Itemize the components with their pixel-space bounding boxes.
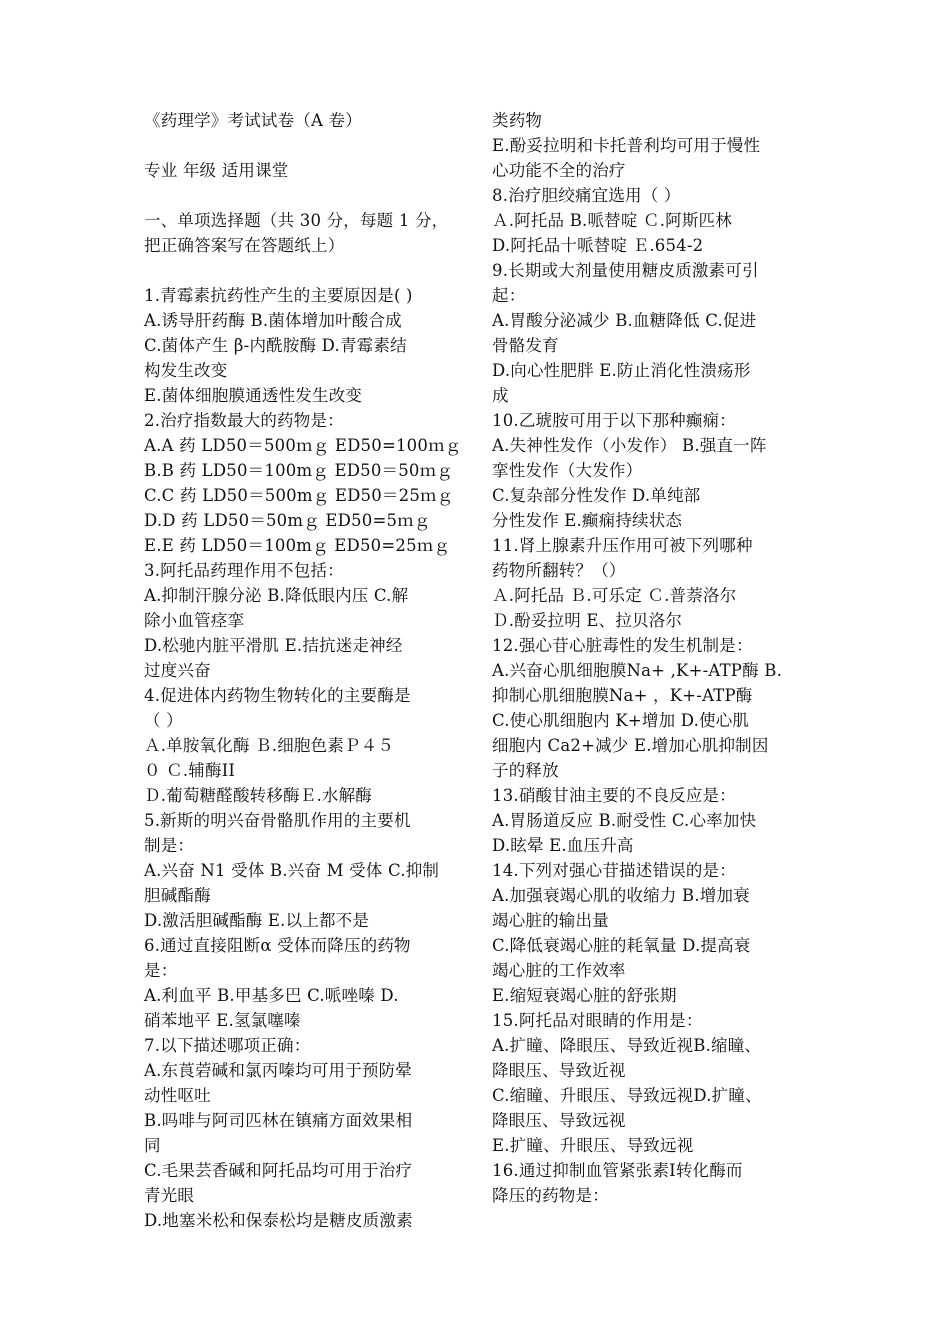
right-column-line: 降眼压、导致远视 (492, 1111, 626, 1130)
left-column (144, 108, 470, 1233)
right-column-line: 类药物 (492, 111, 543, 130)
right-column-line: Ａ.阿托品 B.哌替啶 Ｃ.阿斯匹林 (492, 211, 732, 230)
left-column-line: C.菌体产生 β-内酰胺酶 D.青霉素结 (144, 336, 407, 355)
left-column-line: D.D 药 LD50＝50mｇ ED50=5ｍｇ (144, 511, 431, 530)
right-column-line: 骨骼发育 (492, 336, 559, 355)
right-column-line: 心功能不全的治疗 (492, 161, 626, 180)
right-column-line: A.加强衰竭心肌的收缩力 B.增加衰 (492, 886, 750, 905)
right-column-line: 15.阿托品对眼睛的作用是： (492, 1011, 703, 1030)
left-column-line: C.C 药 LD50＝500mｇ ED50＝25ｍｇ (144, 486, 454, 505)
blank-line (144, 133, 470, 158)
right-column-line: A.胃肠道反应 B.耐受性 C.心率加快 (492, 811, 757, 830)
left-column-line: 把正确答案写在答题纸上） (144, 236, 345, 255)
left-column-line: A.A 药 LD50＝500ｍｇ ED50=100ｍｇ (144, 436, 462, 455)
right-column-line: Ｄ.酚妥拉明 E、拉贝洛尔 (492, 611, 683, 630)
right-column-line: 子的释放 (492, 761, 559, 780)
blank-line (144, 183, 470, 208)
blank-line (144, 258, 470, 283)
right-column-line: 分性发作 E.癫痫持续状态 (492, 511, 683, 530)
left-column-line: A.抑制汗腺分泌 B.降低眼内压 C.解 (144, 586, 409, 605)
right-column-line: 起： (492, 286, 526, 305)
left-column-line: E.E 药 LD50＝100mｇ ED50=25ｍｇ (144, 536, 451, 555)
left-column-line: 除小血管痉挛 (144, 611, 245, 630)
left-column-line: （ ） (144, 711, 183, 730)
right-column-line: 降压的药物是： (492, 1186, 609, 1205)
left-column-line: B.吗啡与阿司匹林在镇痛方面效果相 (144, 1111, 413, 1130)
left-column-line: A.东莨菪碱和氯丙嗪均可用于预防晕 (144, 1061, 413, 1080)
left-column-line: D.激活胆碱酯酶 E.以上都不是 (144, 911, 370, 930)
left-column-line: ０ Ｃ.辅酶II (144, 761, 236, 780)
right-column-line: 9.长期或大剂量使用糖皮质激素可引 (492, 261, 759, 280)
right-column-line: 11.肾上腺素升压作用可被下列哪种 (492, 536, 753, 555)
left-column-line: 4.促进体内药物生物转化的主要酶是 (144, 686, 411, 705)
left-column-line: 是： (144, 961, 178, 980)
left-column-line: E.菌体细胞膜通透性发生改变 (144, 386, 363, 405)
right-column-line: 16.通过抑制血管紧张素Ⅰ转化酶而 (492, 1161, 743, 1180)
right-column-line: 竭心脏的输出量 (492, 911, 609, 930)
right-column-line: 抑制心肌细胞膜Na+ ，K+-ATP酶 (492, 686, 753, 705)
left-column-line: D.地塞米松和保泰松均是糖皮质激素 (144, 1211, 413, 1230)
left-column-line: 7.以下描述哪项正确： (144, 1036, 311, 1055)
right-column-line: C.缩瞳、升眼压、导致远视D.扩瞳、 (492, 1086, 762, 1105)
right-column-line: 10.乙琥胺可用于以下那种癫痫： (492, 411, 736, 430)
right-column (492, 108, 818, 1208)
right-column-line: 挛性发作（大发作） (492, 461, 643, 480)
right-column-line: 竭心脏的工作效率 (492, 961, 626, 980)
left-column-line: 制是： (144, 836, 195, 855)
left-column-line: 胆碱酯酶 (144, 886, 211, 905)
right-column-line: 12.强心苷心脏毒性的发生机制是： (492, 636, 753, 655)
right-column-line: E.缩短衰竭心脏的舒张期 (492, 986, 677, 1005)
right-column-line: C.降低衰竭心脏的耗氧量 D.提高衰 (492, 936, 751, 955)
left-column-line: 专业 年级 适用课堂 (144, 161, 289, 180)
right-column-line: 14.下列对强心苷描述错误的是： (492, 861, 736, 880)
right-column-line: C.使心肌细胞内 K+增加 D.使心肌 (492, 711, 750, 730)
left-column-line: 1.青霉素抗药性产生的主要原因是( ) (144, 286, 413, 305)
right-column-line: Ａ.阿托品 Ｂ.可乐定 Ｃ.普萘洛尔 (492, 586, 737, 605)
left-column-line: A.利血平 B.甲基多巴 C.哌唑嗪 D. (144, 986, 399, 1005)
right-column-line: A.兴奋心肌细胞膜Na+ ,K+-ATP酶 B. (492, 661, 783, 680)
right-column-line: 13.硝酸甘油主要的不良反应是： (492, 786, 736, 805)
right-column-line: A.失神性发作（小发作） B.强直一阵 (492, 436, 767, 455)
left-column-line: 6.通过直接阻断α 受体而降压的药物 (144, 936, 411, 955)
left-column-line: 同 (144, 1136, 161, 1155)
right-column-line: 药物所翻转？（） (492, 561, 626, 580)
right-column-line: D.向心性肥胖 E.防止消化性溃疡形 (492, 361, 751, 380)
left-column-line: 2.治疗指数最大的药物是： (144, 411, 344, 430)
right-column-line: C.复杂部分性发作 D.单纯部 (492, 486, 701, 505)
left-column-line: B.B 药 LD50＝100mｇ ED50＝50ｍｇ (144, 461, 454, 480)
left-column-line: Ｄ.葡萄糖醛酸转移酶Ｅ.水解酶 (144, 786, 372, 805)
right-column-line: E.酚妥拉明和卡托普利均可用于慢性 (492, 136, 761, 155)
right-column-line: 成 (492, 386, 509, 405)
left-column-line: 青光眼 (144, 1186, 195, 1205)
left-column-line: 3.阿托品药理作用不包括： (144, 561, 344, 580)
left-column-line: 构发生改变 (144, 361, 228, 380)
right-column-line: A.扩瞳、降眼压、导致近视B.缩瞳、 (492, 1036, 762, 1055)
left-column-line: A.诱导肝药酶 B.菌体增加叶酸合成 (144, 311, 402, 330)
left-column-line: C.毛果芸香碱和阿托品均可用于治疗 (144, 1161, 413, 1180)
left-column-line: 动性呕吐 (144, 1086, 211, 1105)
right-column-line: A.胃酸分泌减少 B.血糖降低 C.促进 (492, 311, 757, 330)
left-column-line: 5.新斯的明兴奋骨骼肌作用的主要机 (144, 811, 411, 830)
left-column-line: A.兴奋 N1 受体 B.兴奋 M 受体 C.抑制 (144, 861, 440, 880)
left-column-line: 一、单项选择题（共 30 分，每题 1 分， (144, 211, 449, 230)
right-column-line: 降眼压、导致近视 (492, 1061, 626, 1080)
left-column-line: 过度兴奋 (144, 661, 211, 680)
right-column-line: E.扩瞳、升眼压、导致远视 (492, 1136, 694, 1155)
left-column-line: 硝苯地平 E.氢氯噻嗪 (144, 1011, 301, 1030)
right-column-line: D.阿托品十哌替啶 Ｅ.654-2 (492, 236, 704, 255)
left-column-line: Ａ.单胺氧化酶 Ｂ.细胞色素Ｐ４５ (144, 736, 395, 755)
document-title: 《药理学》考试试卷（A 卷） (144, 111, 362, 130)
right-column-line: 8.治疗胆绞痛宜选用（ ） (492, 186, 681, 205)
left-column-line: D.松驰内脏平滑肌 E.拮抗迷走神经 (144, 636, 403, 655)
right-column-line: 细胞内 Ca2+减少 E.增加心肌抑制因 (492, 736, 769, 755)
right-column-line: D.眩晕 E.血压升高 (492, 836, 634, 855)
